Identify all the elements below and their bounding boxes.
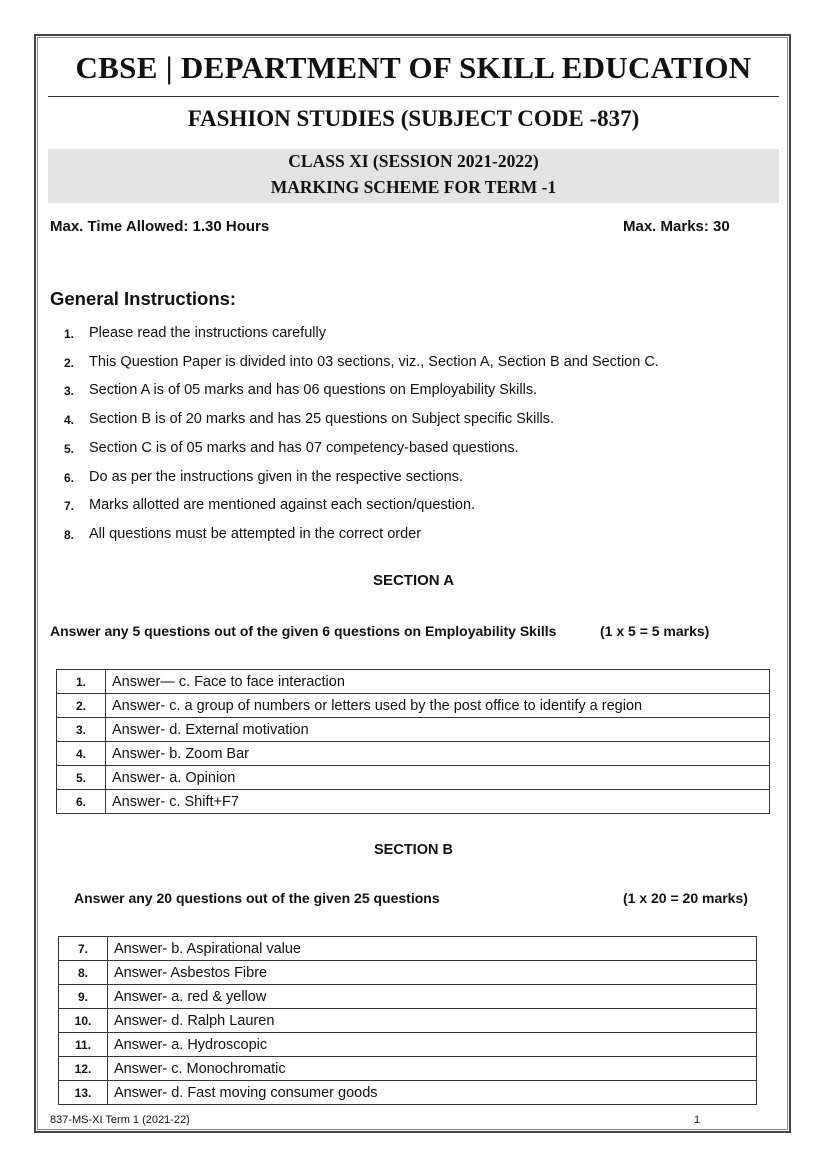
- section-b-heading: SECTION B: [374, 842, 453, 858]
- question-number: 4.: [57, 742, 106, 766]
- question-number: 9.: [59, 985, 108, 1009]
- footer-code: 837-MS-XI Term 1 (2021-22): [50, 1114, 190, 1126]
- title-divider: [48, 96, 779, 97]
- table-row: [57, 718, 770, 742]
- table-row: [59, 1081, 757, 1105]
- instruction-text: All questions must be attempted in the correct order: [89, 525, 422, 542]
- document-title: CBSE | DEPARTMENT OF SKILL EDUCATION: [75, 50, 752, 85]
- instruction-text: Section A is of 05 marks and has 06 questions on Employability Skills.: [89, 382, 538, 399]
- instruction-number: 4.: [64, 413, 75, 428]
- answer-text: Answer- c. Shift+F7: [106, 790, 770, 814]
- answer-text: Answer- b. Aspirational value: [108, 937, 757, 961]
- table-row: [57, 742, 770, 766]
- table-row: [59, 985, 757, 1009]
- table-row: [59, 1057, 757, 1081]
- section-a-instruction: Answer any 5 questions out of the given 6 questions on Employability Skills: [50, 623, 557, 639]
- answer-text: Answer- a. red & yellow: [108, 985, 757, 1009]
- max-marks: Max. Marks: 30: [623, 218, 730, 235]
- answer-text: Answer- d. External motivation: [106, 718, 770, 742]
- table-row: [59, 937, 757, 961]
- question-number: 7.: [59, 937, 108, 961]
- marking-scheme-title: MARKING SCHEME FOR TERM -1: [270, 177, 557, 197]
- question-number: 11.: [59, 1033, 108, 1057]
- answer-text: Answer- c. Monochromatic: [108, 1057, 757, 1081]
- answer-text: Answer- a. Hydroscopic: [108, 1033, 757, 1057]
- question-number: 13.: [59, 1081, 108, 1105]
- answer-text: Answer- b. Zoom Bar: [106, 742, 770, 766]
- question-number: 12.: [59, 1057, 108, 1081]
- table-row: [59, 961, 757, 985]
- instruction-number: 5.: [64, 441, 75, 456]
- question-number: 2.: [57, 694, 106, 718]
- instruction-number: 2.: [64, 355, 75, 370]
- answer-text: Answer- Asbestos Fibre: [108, 961, 757, 985]
- instruction-text: Do as per the instructions given in the respective sections.: [89, 468, 463, 485]
- question-number: 10.: [59, 1009, 108, 1033]
- instruction-number: 8.: [64, 527, 75, 542]
- table-row: [57, 694, 770, 718]
- instruction-number: 7.: [64, 499, 75, 514]
- answer-text: Answer- c. a group of numbers or letters used by the post office to identify a region: [106, 694, 770, 718]
- answer-text: Answer- d. Ralph Lauren: [108, 1009, 757, 1033]
- instruction-number: 6.: [64, 470, 75, 485]
- table-row: [57, 790, 770, 814]
- question-number: 8.: [59, 961, 108, 985]
- instruction-text: This Question Paper is divided into 03 sections, viz., Section A, Section B and Section C.: [89, 353, 659, 370]
- section-a-marks: (1 x 5 = 5 marks): [600, 623, 710, 639]
- instruction-text: Please read the instructions carefully: [89, 325, 326, 341]
- section-b-answer-table: [58, 936, 757, 1105]
- general-instructions-heading: General Instructions:: [50, 288, 237, 309]
- question-number: 5.: [57, 766, 106, 790]
- class-session: CLASS XI (SESSION 2021-2022): [288, 151, 539, 171]
- answer-text: Answer— c. Face to face interaction: [106, 670, 770, 694]
- section-b-marks: (1 x 20 = 20 marks): [623, 890, 748, 906]
- subject-title: FASHION STUDIES (SUBJECT CODE -837): [187, 106, 640, 131]
- answer-text: Answer- a. Opinion: [106, 766, 770, 790]
- instruction-text: Marks allotted are mentioned against each section/question.: [89, 497, 476, 514]
- max-time: Max. Time Allowed: 1.30 Hours: [50, 218, 270, 235]
- table-row: [57, 670, 770, 694]
- table-row: [59, 1009, 757, 1033]
- question-number: 1.: [57, 670, 106, 694]
- instruction-text: Section B is of 20 marks and has 25 questions on Subject specific Skills.: [89, 411, 555, 428]
- question-number: 3.: [57, 718, 106, 742]
- section-a-heading: SECTION A: [372, 572, 455, 589]
- table-row: [57, 766, 770, 790]
- instruction-text: Section C is of 05 marks and has 07 competency-based questions.: [89, 439, 519, 456]
- question-number: 6.: [57, 790, 106, 814]
- section-a-answer-table: [56, 669, 770, 814]
- instruction-number: 1.: [64, 327, 75, 341]
- page-number: 1: [694, 1114, 701, 1126]
- answer-text: Answer- d. Fast moving consumer goods: [108, 1081, 757, 1105]
- instruction-number: 3.: [64, 384, 75, 399]
- table-row: [59, 1033, 757, 1057]
- section-b-instruction: Answer any 20 questions out of the given 25 questions: [74, 890, 440, 906]
